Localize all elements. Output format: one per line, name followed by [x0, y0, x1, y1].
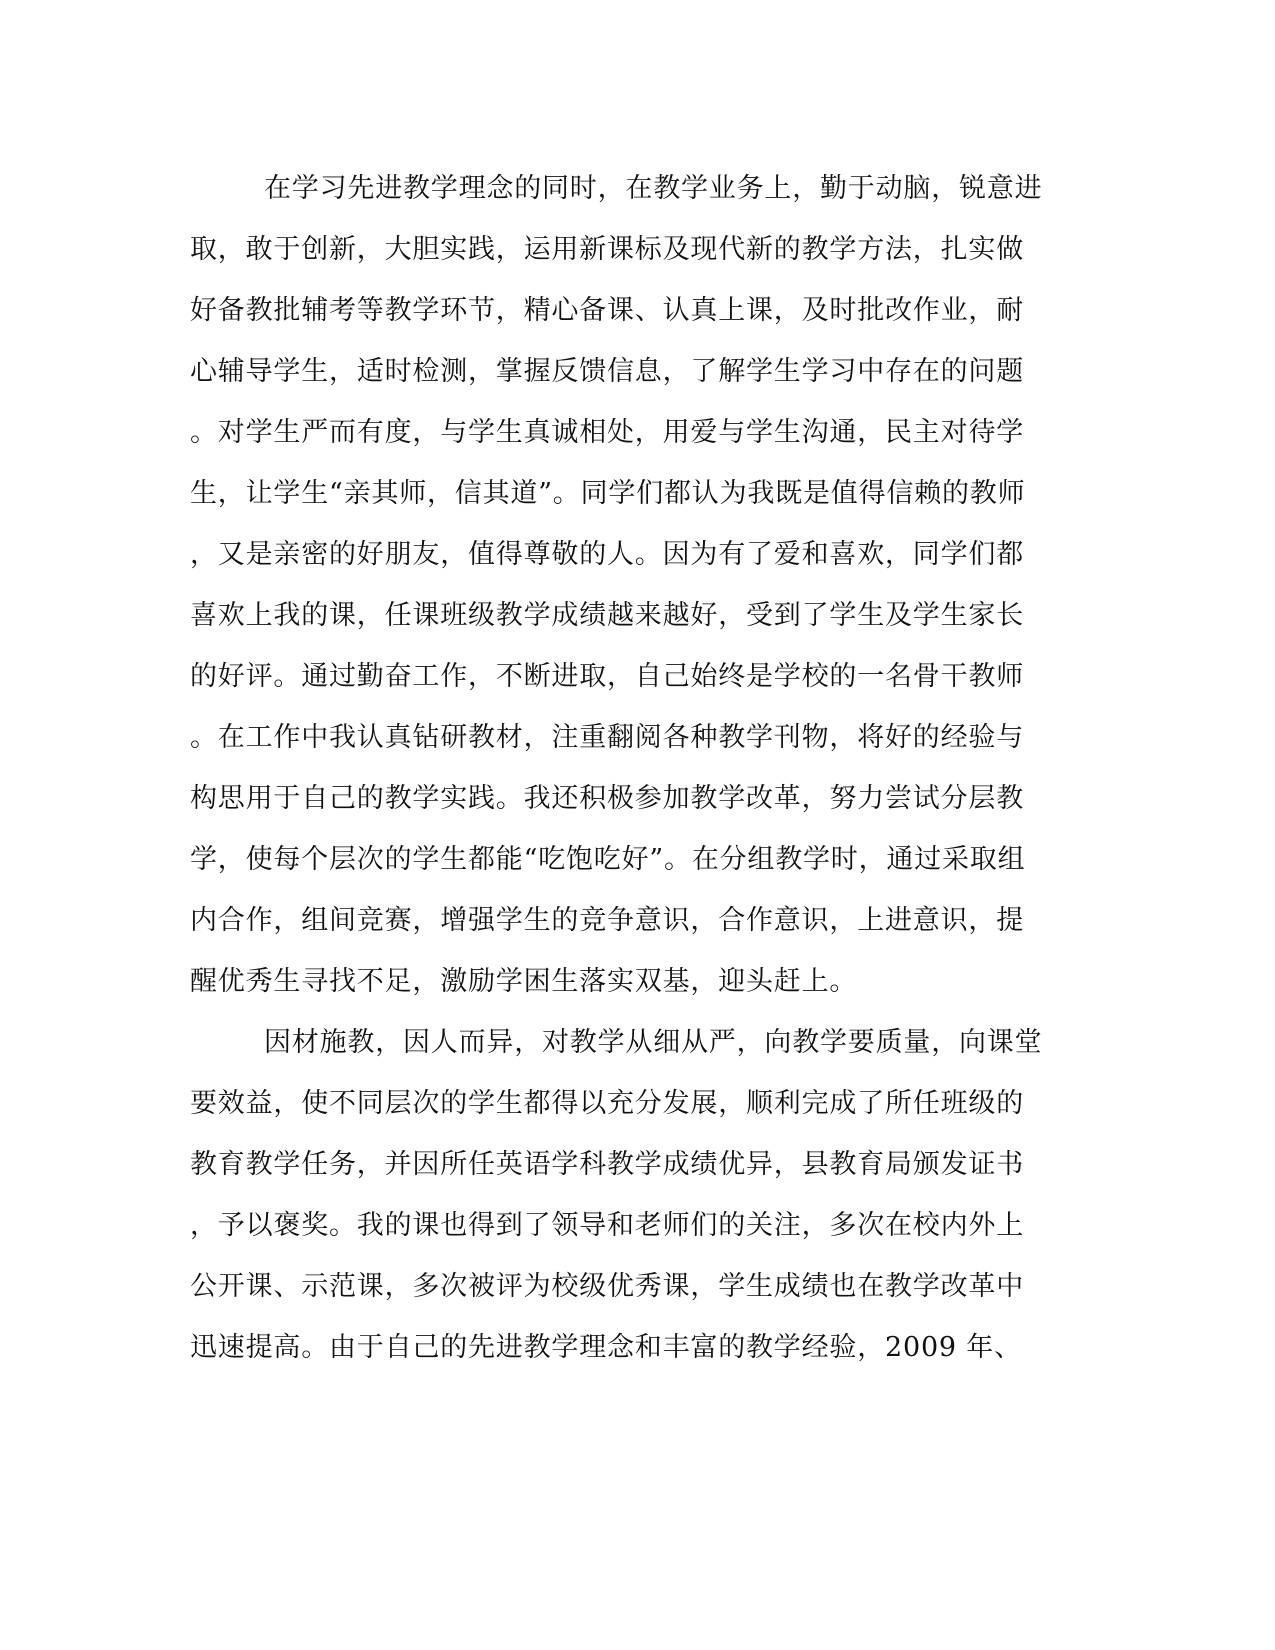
paragraph-line: ，又是亲密的好朋友，值得尊敬的人。因为有了爱和喜欢，同学们都 — [190, 539, 1024, 570]
paragraph-line: ，予以褒奖。我的课也得到了领导和老师们的关注，多次在校内外上 — [190, 1210, 1024, 1241]
paragraph-line: 喜欢上我的课，任课班级教学成绩越来越好，受到了学生及学生家长 — [190, 600, 1024, 631]
paragraph-line: 生，让学生“亲其师，信其道”。同学们都认为我既是值得信赖的教师 — [190, 478, 1026, 509]
paragraph-line: 心辅导学生，适时检测，掌握反馈信息，了解学生学习中存在的问题 — [190, 356, 1024, 387]
paragraph-line: 内合作，组间竞赛，增强学生的竞争意识，合作意识，上进意识，提 — [190, 905, 1024, 936]
paragraph-line: 取，敢于创新，大胆实践，运用新课标及现代新的教学方法，扎实做 — [190, 234, 1024, 265]
paragraph-1 — [190, 158, 1080, 1012]
document-body — [190, 158, 1080, 1378]
paragraph-line: 学，使每个层次的学生都能“吃饱吃好”。在分组教学时，通过采取组 — [190, 844, 1026, 875]
paragraph-line: 。对学生严而有度，与学生真诚相处，用爱与学生沟通，民主对待学 — [190, 417, 1024, 448]
paragraph-line: 。在工作中我认真钻研教材，注重翻阅各种教学刊物，将好的经验与 — [190, 722, 1024, 753]
paragraph-line: 因材施教，因人而异，对教学从细从严，向教学要质量，向课堂 — [264, 1027, 1043, 1058]
paragraph-line: 在学习先进教学理念的同时，在教学业务上，勤于动脑，锐意进 — [264, 173, 1043, 204]
paragraph-line: 要效益，使不同层次的学生都得以充分发展，顺利完成了所任班级的 — [190, 1088, 1024, 1119]
paragraph-line: 醒优秀生寻找不足，激励学困生落实双基，迎头赶上。 — [190, 966, 858, 997]
paragraph-line: 教育教学任务，并因所任英语学科教学成绩优异，县教育局颁发证书 — [190, 1149, 1024, 1180]
paragraph-line: 迅速提高。由于自己的先进教学理念和丰富的教学经验，2009 年、 — [190, 1332, 1022, 1363]
paragraph-2 — [190, 1012, 1080, 1378]
paragraph-line: 好备教批辅考等教学环节，精心备课、认真上课，及时批改作业，耐 — [190, 295, 1024, 326]
paragraph-line: 的好评。通过勤奋工作，不断进取，自己始终是学校的一名骨干教师 — [190, 661, 1024, 692]
paragraph-line: 公开课、示范课，多次被评为校级优秀课，学生成绩也在教学改革中 — [190, 1271, 1024, 1302]
paragraph-line: 构思用于自己的教学实践。我还积极参加教学改革，努力尝试分层教 — [190, 783, 1024, 814]
